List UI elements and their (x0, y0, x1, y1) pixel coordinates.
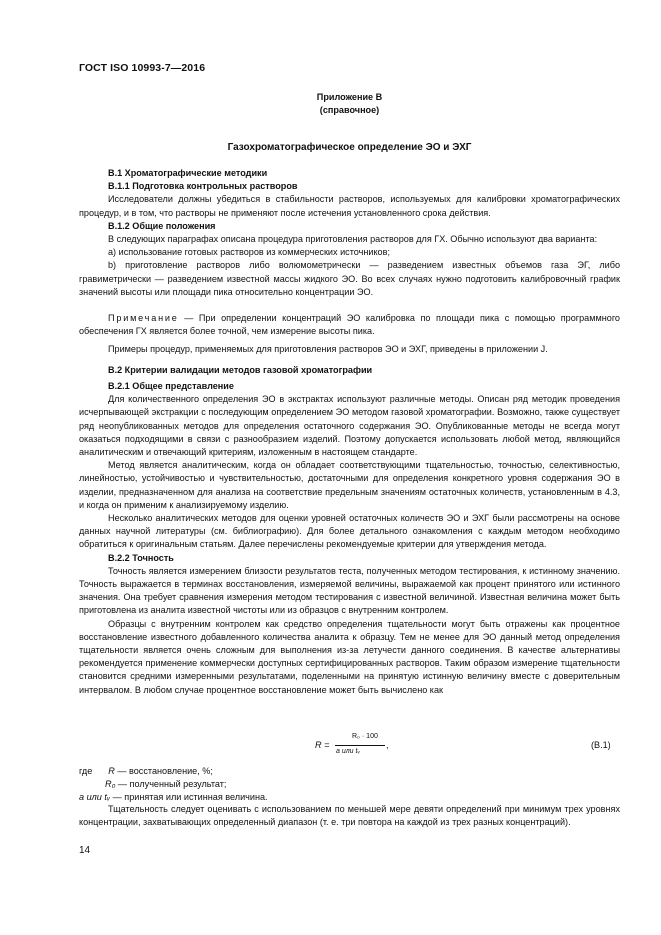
section-b2-1 (79, 380, 620, 697)
heading-b2-1: B.2.1 Общее представление (108, 381, 234, 391)
formula-b1 (315, 733, 435, 763)
examples-paragraph (79, 343, 620, 356)
list-item-a: a) использование готовых растворов из коммерческих источников; (108, 247, 390, 258)
section-b2 (79, 364, 620, 377)
heading-b1-2: B.1.2 Общие положения (108, 220, 216, 231)
note-text: — При определении концентраций ЭО калибровка по площади пика с помощью программного обеспечения ГХ является более точной, чем измерение высоты пика. (79, 313, 620, 337)
heading-b1-1: B.1.1 Подготовка контрольных растворов (108, 181, 298, 192)
equation-number: (B.1) (591, 740, 611, 750)
formula-numerator: R₀ · 100 (352, 733, 378, 740)
note (79, 312, 620, 338)
paragraph-b2-2-2: Образцы с внутренним контролем как средство определения тщательности могут быть отражены как процентное восстановление известного добавленного количества аналита к образцу. Тем не менее для ЭО данный метод определения тщательности является очень сложным для выполнения из-за летучести данного соединения. В качестве альтернативы рекомендуется применение коммерчески доступных сертифицированных растворов. Таким образом измерение тщательности становится средними измеренными результатами, поделенными на принятую истинную величину вместе с доверительным интервалом. В любом случае процентное восстановление может быть вычислено как (79, 618, 620, 695)
appendix-subtitle: (справочное) (319, 105, 380, 115)
paragraph-b1-1: Исследователи должны убедиться в стабильности растворов, используемых для калибровки хроматографических процедур, и в том, что растворы не применяют после истечения установленного срока действия. (79, 194, 620, 218)
symbol-r0-desc: — полученный результат; (115, 779, 227, 789)
paragraph-b1-2: В следующих параграфах описана процедура приготовления растворов для ГХ. Обычно используют два варианта: (108, 234, 598, 245)
symbol-r: R (108, 766, 115, 776)
list-item-b: b) приготовление растворов либо волюмометрически — разведением известных объемов газа ЭГ, либо гравиметрически — разведением известной массы жидкого ЭО. Во всех случаях нужно подготовить калибровочный график значений высоты или площади пика относительно концентрации ЭО. (79, 260, 620, 297)
where-lead: где (79, 766, 93, 776)
examples-text: Примеры процедур, применяемых для приготовления растворов ЭО и ЭХГ, приведены в приложении J. (108, 344, 548, 354)
final-paragraph (79, 803, 620, 829)
symbol-r-desc: — восстановление, %; (114, 766, 213, 776)
final-text: Тщательность следует оценивать с использованием по меньшей мере девяти определений при минимум трех уровнях концентрации, захватывающих определенный диапазон (т. е. три повтора на каждой из трех разных концентраций). (79, 804, 620, 828)
symbol-a: a или tᵥ (79, 792, 111, 802)
fraction-bar (335, 745, 385, 746)
heading-b2: B.2 Критерии валидации методов газовой хроматографии (108, 365, 373, 375)
formula-lhs: R = (315, 740, 330, 750)
standard-header: ГОСТ ISO 10993-7—2016 (79, 62, 206, 74)
paragraph-b2-1-3: Несколько аналитических методов для оценки уровней остаточных количеств ЭО и ЭХГ были рассмотрены на основе данных научной литературы (см. библиографию). Для более детального ознакомления с каждым методом необходимо обратиться к оригинальным статьям. Далее перечислены рекомендуемые критерии для утверждения метода. (79, 513, 620, 550)
section-b1-b1-2 (79, 167, 620, 299)
paragraph-b2-1-1: Для количественного определения ЭО в экстрактах используют различные методы. Описан ряд методик проведения исчерпывающей экстракции с последующим определением ЭО методом газовой хроматографии. Возможно, также существует ряд неопубликованных методов для определения остаточного содержания ЭО. Опубликованные методы не всегда могут оказаться подходящими в связи с разнообразием изделий. Поэтому допускается использовать любой метод, являющийся аналитическим и отвечающий критериям, изложенным в настоящем стандарте. (79, 394, 620, 458)
note-label: Примечание (108, 313, 179, 323)
symbol-r0: R₀ (105, 779, 116, 789)
paragraph-b2-1-2: Метод является аналитическим, когда он обладает соответствующими тщательностью, точностью, селективностью, линейностью, устойчивостью и чувствительностью, достаточными для определения конкретного уровня содержания ЭО в изделии, предназначенном для анализа на соответствие предельным значениям остаточных количеств, установленным в 4.3, и когда он применим к анализируемому изделию. (79, 460, 620, 510)
main-title: Газохроматографическое определение ЭО и ЭХГ (227, 142, 472, 153)
paragraph-b2-2-1: Точность является измерением близости результатов теста, полученных методом тестирования, к истинному значению. Точность выражается в терминах восстановления, измеряемой величины, выражаемой как процент принятого или истинного значения. Она требует сравнения измерения методом тестирования с известной величиной. Известная величина может быть приготовлена из аналита известной чистоты или из образцов с внутренним контролем. (79, 565, 620, 616)
formula-denominator: a или tᵥ (336, 748, 360, 755)
formula-tail: , (386, 740, 389, 750)
page-number: 14 (79, 845, 91, 856)
formula-legend (79, 765, 268, 804)
heading-b2-2: B.2.2 Точность (108, 552, 174, 563)
appendix-title: Приложение B (316, 92, 383, 102)
symbol-a-desc: — принятая или истинная величина. (110, 792, 268, 802)
heading-b1: B.1 Хроматографические методики (108, 168, 268, 178)
